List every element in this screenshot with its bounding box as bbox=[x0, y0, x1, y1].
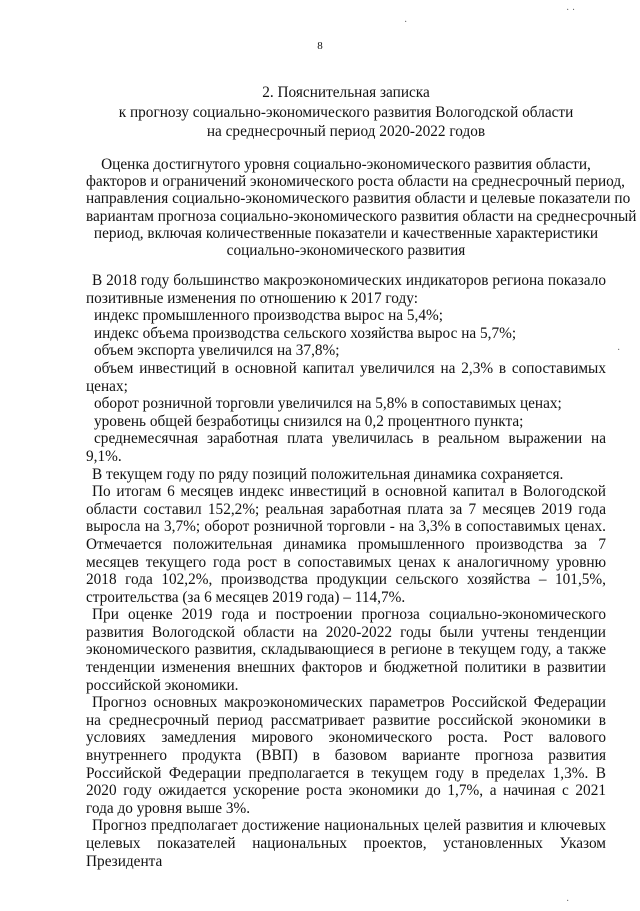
indicator-item: объем экспорта увеличился на 37,8%; bbox=[94, 342, 340, 360]
subheading-line: период, включая количественные показатели и качественные характеристики bbox=[93, 224, 599, 242]
subheading-line: факторов и ограничений экономического роста области на среднесрочный период, bbox=[86, 173, 625, 191]
scan-speck: · bbox=[617, 345, 621, 356]
body-paragraph: Прогноз предполагает достижение национальных целей развития и ключевых целевых показателей национальных проектов, установленных Указом Президента bbox=[86, 817, 606, 870]
subheading-line: вариантам прогноза социально-экономического развития области на среднесрочный bbox=[86, 207, 637, 225]
indicator-item: индекс промышленного производства вырос на 5,4%; bbox=[94, 307, 443, 325]
body-paragraph: При оценке 2019 года и построении прогноза социально-экономического развития Вологодской области на 2020-2022 годы были учтены тенденции экономического развития, складывающиеся в регионе в текущем году, а также тенденции изменения внешних факторов и бюджетной политики в развитии российской экономики. bbox=[86, 606, 606, 694]
subheading-line: направления социально-экономического развития области и целевые показатели по bbox=[86, 190, 631, 208]
document-body bbox=[86, 272, 606, 870]
indicator-item: оборот розничной торговли увеличился на 5,8% в сопоставимых ценах; bbox=[94, 395, 562, 413]
indicator-item: объем инвестиций в основной капитал увеличился на 2,3% в сопоставимых ценах; bbox=[86, 359, 606, 395]
scan-speck: · bbox=[566, 896, 570, 907]
title-line-1: 2. Пояснительная записка bbox=[262, 84, 430, 101]
body-paragraph: В текущем году по ряду позиций положительная динамика сохраняется. bbox=[92, 465, 564, 483]
body-paragraph: Прогноз основных макроэкономических параметров Российской Федерации на среднесрочный период рассматривает развитие российской экономики в условиях замедления мирового экономического роста. Рост валового внутреннего продукта (ВВП) в базовом варианте прогноза развития Российской Федерации предполагается в текущем году в пределах 1,3%. В 2020 году ожидается ускорение роста экономики до 1,7%, а начиная с 2021 года до уровня выше 3%. bbox=[86, 694, 606, 817]
page-number: 8 bbox=[317, 40, 323, 52]
intro-paragraph: В 2018 году большинство макроэкономических индикаторов региона показало позитивные изменения по отношению к 2017 году: bbox=[86, 272, 606, 307]
section-subheading bbox=[86, 156, 637, 260]
subheading-line: Оценка достигнутого уровня социально-экономического развития области, bbox=[101, 156, 591, 173]
indicator-item: уровень общей безработицы снизился на 0,2 процентного пункта; bbox=[94, 412, 524, 430]
subheading-line: социально-экономического развития bbox=[226, 242, 466, 260]
title-line-3: на среднесрочный период 2020-2022 годов bbox=[206, 123, 486, 140]
title-line-2: к прогнозу социально-экономического развития Вологодской области bbox=[118, 104, 574, 121]
scan-speck: · · bbox=[566, 5, 576, 16]
scan-speck: · bbox=[404, 17, 408, 28]
body-paragraph: По итогам 6 месяцев индекс инвестиций в основной капитал в Вологодской области составил 152,2%; реальная заработная плата за 7 месяцев 2019 года выросла на 3,7%; оборот розничной торговли - на 3,3% в сопоставимых ценах. Отмечается положительная динамика промышленного производства за 7 месяцев текущего года рост в сопоставимых ценах к аналогичному уровню 2018 года 102,2%, производства продукции сельского хозяйства – 101,5%, строительства (за 6 месяцев 2019 года) – 114,7%. bbox=[86, 483, 606, 606]
indicator-item: среднемесячная заработная плата увеличилась в реальном выражении на 9,1%. bbox=[86, 430, 606, 465]
indicator-item: индекс объема производства сельского хозяйства вырос на 5,7%; bbox=[94, 324, 517, 342]
